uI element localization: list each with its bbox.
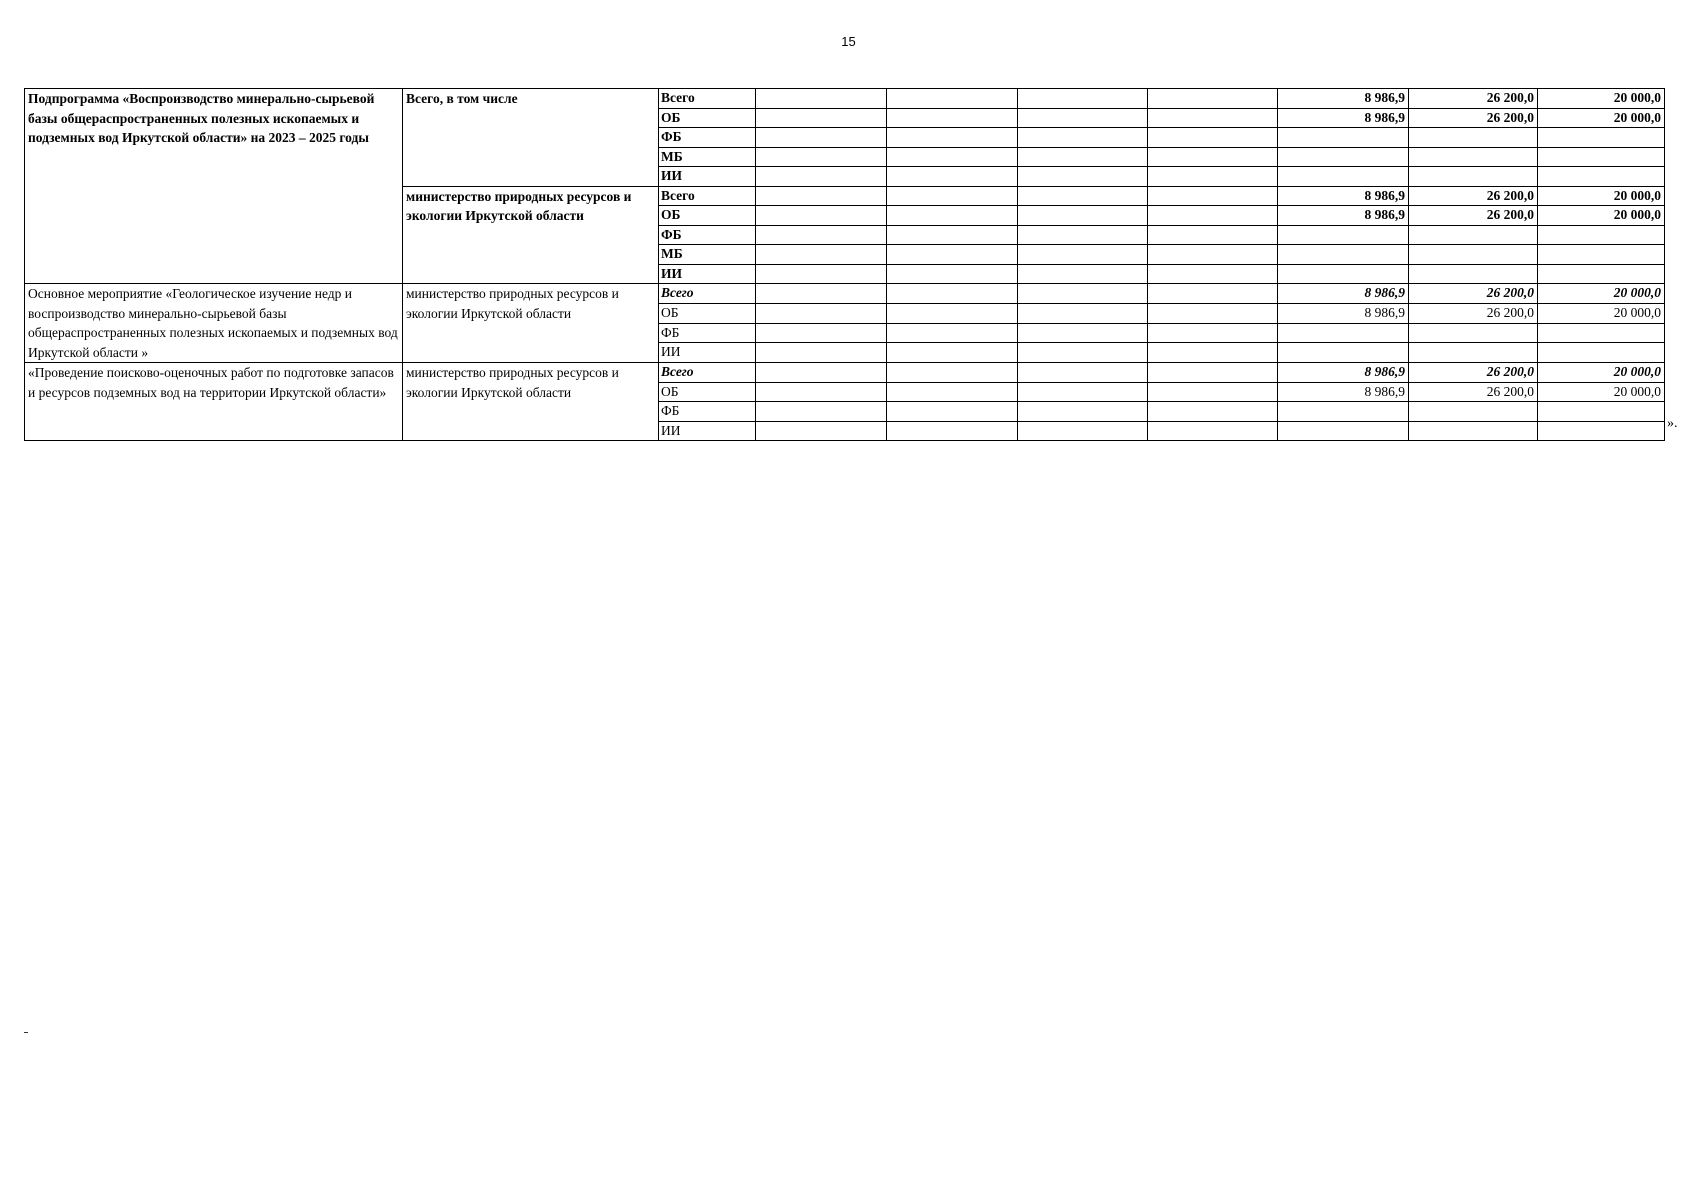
empty-year-cell [756, 128, 887, 148]
margin-mark [24, 1032, 28, 1033]
amount-cell [1409, 264, 1538, 284]
empty-year-cell [1148, 128, 1278, 148]
funding-source-cell: Всего [659, 186, 756, 206]
empty-year-cell [756, 382, 887, 402]
funding-source-cell: ИИ [659, 421, 756, 441]
empty-year-cell [1148, 363, 1278, 383]
empty-year-cell [887, 303, 1018, 323]
program-name-cell: «Проведение поисково-оценочных работ по подготовке запасов и ресурсов подземных вод на территории Иркутской области» [25, 363, 403, 441]
amount-cell [1278, 167, 1409, 187]
amount-cell [1538, 264, 1665, 284]
empty-year-cell [887, 186, 1018, 206]
amount-cell [1409, 323, 1538, 343]
empty-year-cell [887, 206, 1018, 226]
amount-cell [1538, 167, 1665, 187]
empty-year-cell [756, 323, 887, 343]
amount-cell: 26 200,0 [1409, 284, 1538, 304]
program-name-cell: Подпрограмма «Воспроизводство минерально-сырьевой базы общераспространенных полезных ископаемых и подземных вод Иркутской области» на 2023 – 2025 годы [25, 89, 403, 284]
empty-year-cell [887, 402, 1018, 422]
empty-year-cell [756, 284, 887, 304]
empty-year-cell [756, 264, 887, 284]
amount-cell: 20 000,0 [1538, 382, 1665, 402]
empty-year-cell [1148, 245, 1278, 265]
empty-year-cell [756, 89, 887, 109]
amount-cell: 26 200,0 [1409, 206, 1538, 226]
empty-year-cell [1148, 225, 1278, 245]
empty-year-cell [756, 167, 887, 187]
amount-cell: 8 986,9 [1278, 303, 1409, 323]
empty-year-cell [1018, 363, 1148, 383]
empty-year-cell [756, 186, 887, 206]
amount-cell: 8 986,9 [1278, 206, 1409, 226]
amount-cell [1409, 245, 1538, 265]
empty-year-cell [1018, 89, 1148, 109]
amount-cell [1538, 343, 1665, 363]
amount-cell [1278, 343, 1409, 363]
funding-source-cell: МБ [659, 147, 756, 167]
empty-year-cell [1148, 147, 1278, 167]
empty-year-cell [1018, 323, 1148, 343]
amount-cell: 20 000,0 [1538, 108, 1665, 128]
empty-year-cell [887, 89, 1018, 109]
empty-year-cell [1018, 245, 1148, 265]
amount-cell: 26 200,0 [1409, 363, 1538, 383]
amount-cell [1278, 147, 1409, 167]
empty-year-cell [887, 284, 1018, 304]
amount-cell: 26 200,0 [1409, 382, 1538, 402]
amount-cell [1538, 245, 1665, 265]
amount-cell [1409, 147, 1538, 167]
amount-cell: 20 000,0 [1538, 303, 1665, 323]
empty-year-cell [756, 363, 887, 383]
empty-year-cell [887, 382, 1018, 402]
amount-cell: 20 000,0 [1538, 363, 1665, 383]
amount-cell: 8 986,9 [1278, 382, 1409, 402]
empty-year-cell [1148, 108, 1278, 128]
funding-source-cell: ФБ [659, 323, 756, 343]
amount-cell [1538, 147, 1665, 167]
empty-year-cell [1148, 303, 1278, 323]
empty-year-cell [1018, 147, 1148, 167]
funding-source-cell: ФБ [659, 128, 756, 148]
amount-cell: 26 200,0 [1409, 303, 1538, 323]
amount-cell [1409, 128, 1538, 148]
empty-year-cell [887, 225, 1018, 245]
amount-cell: 26 200,0 [1409, 89, 1538, 109]
empty-year-cell [1018, 264, 1148, 284]
funding-source-cell: Всего [659, 363, 756, 383]
empty-year-cell [1148, 89, 1278, 109]
empty-year-cell [756, 421, 887, 441]
funding-source-cell: МБ [659, 245, 756, 265]
empty-year-cell [1148, 186, 1278, 206]
empty-year-cell [1018, 225, 1148, 245]
funding-source-cell: ИИ [659, 167, 756, 187]
amount-cell [1409, 343, 1538, 363]
funding-source-cell: ФБ [659, 225, 756, 245]
amount-cell [1409, 225, 1538, 245]
empty-year-cell [1148, 421, 1278, 441]
empty-year-cell [756, 402, 887, 422]
closing-quote-mark: ». [1667, 416, 1678, 431]
empty-year-cell [1018, 108, 1148, 128]
empty-year-cell [1148, 382, 1278, 402]
amount-cell [1538, 323, 1665, 343]
empty-year-cell [1018, 284, 1148, 304]
empty-year-cell [756, 303, 887, 323]
table-row [25, 363, 1665, 383]
amount-cell [1278, 402, 1409, 422]
empty-year-cell [1018, 303, 1148, 323]
empty-year-cell [887, 363, 1018, 383]
empty-year-cell [1148, 284, 1278, 304]
executor-cell: министерство природных ресурсов и экологии Иркутской области [403, 284, 659, 363]
empty-year-cell [1148, 167, 1278, 187]
amount-cell: 20 000,0 [1538, 206, 1665, 226]
empty-year-cell [887, 264, 1018, 284]
amount-cell [1409, 167, 1538, 187]
funding-table [24, 88, 1665, 441]
empty-year-cell [756, 245, 887, 265]
empty-year-cell [1018, 167, 1148, 187]
empty-year-cell [1148, 343, 1278, 363]
empty-year-cell [887, 147, 1018, 167]
table-row [25, 284, 1665, 304]
empty-year-cell [887, 323, 1018, 343]
empty-year-cell [756, 206, 887, 226]
empty-year-cell [1018, 343, 1148, 363]
empty-year-cell [756, 147, 887, 167]
amount-cell: 8 986,9 [1278, 186, 1409, 206]
amount-cell [1278, 264, 1409, 284]
empty-year-cell [1018, 206, 1148, 226]
empty-year-cell [887, 128, 1018, 148]
funding-source-cell: ИИ [659, 264, 756, 284]
funding-source-cell: ОБ [659, 382, 756, 402]
amount-cell [1538, 402, 1665, 422]
empty-year-cell [887, 343, 1018, 363]
amount-cell [1278, 323, 1409, 343]
amount-cell [1538, 421, 1665, 441]
empty-year-cell [1018, 382, 1148, 402]
empty-year-cell [1018, 402, 1148, 422]
amount-cell: 8 986,9 [1278, 108, 1409, 128]
amount-cell [1278, 225, 1409, 245]
amount-cell: 8 986,9 [1278, 363, 1409, 383]
empty-year-cell [756, 343, 887, 363]
empty-year-cell [756, 108, 887, 128]
empty-year-cell [887, 108, 1018, 128]
empty-year-cell [1148, 402, 1278, 422]
empty-year-cell [1148, 323, 1278, 343]
amount-cell [1278, 128, 1409, 148]
funding-source-cell: ОБ [659, 108, 756, 128]
amount-cell [1409, 421, 1538, 441]
empty-year-cell [887, 421, 1018, 441]
empty-year-cell [1018, 186, 1148, 206]
amount-cell [1278, 421, 1409, 441]
empty-year-cell [1018, 128, 1148, 148]
table-row [25, 89, 1665, 109]
funding-source-cell: ОБ [659, 206, 756, 226]
amount-cell [1409, 402, 1538, 422]
executor-cell: министерство природных ресурсов и экологии Иркутской области [403, 186, 659, 284]
funding-source-cell: Всего [659, 284, 756, 304]
empty-year-cell [1018, 421, 1148, 441]
amount-cell [1538, 225, 1665, 245]
amount-cell: 26 200,0 [1409, 108, 1538, 128]
empty-year-cell [1148, 206, 1278, 226]
executor-cell: Всего, в том числе [403, 89, 659, 187]
amount-cell: 8 986,9 [1278, 284, 1409, 304]
amount-cell [1538, 128, 1665, 148]
empty-year-cell [887, 167, 1018, 187]
funding-source-cell: ИИ [659, 343, 756, 363]
funding-source-cell: Всего [659, 89, 756, 109]
executor-cell: министерство природных ресурсов и экологии Иркутской области [403, 363, 659, 441]
funding-source-cell: ФБ [659, 402, 756, 422]
amount-cell: 20 000,0 [1538, 89, 1665, 109]
amount-cell: 20 000,0 [1538, 186, 1665, 206]
empty-year-cell [1148, 264, 1278, 284]
amount-cell [1278, 245, 1409, 265]
funding-source-cell: ОБ [659, 303, 756, 323]
amount-cell: 26 200,0 [1409, 186, 1538, 206]
page-number: 15 [841, 34, 856, 49]
empty-year-cell [887, 245, 1018, 265]
amount-cell: 8 986,9 [1278, 89, 1409, 109]
empty-year-cell [756, 225, 887, 245]
amount-cell: 20 000,0 [1538, 284, 1665, 304]
program-name-cell: Основное мероприятие «Геологическое изучение недр и воспроизводство минерально-сырьевой базы общераспространенных полезных ископаемых и подземных вод Иркутской области » [25, 284, 403, 363]
